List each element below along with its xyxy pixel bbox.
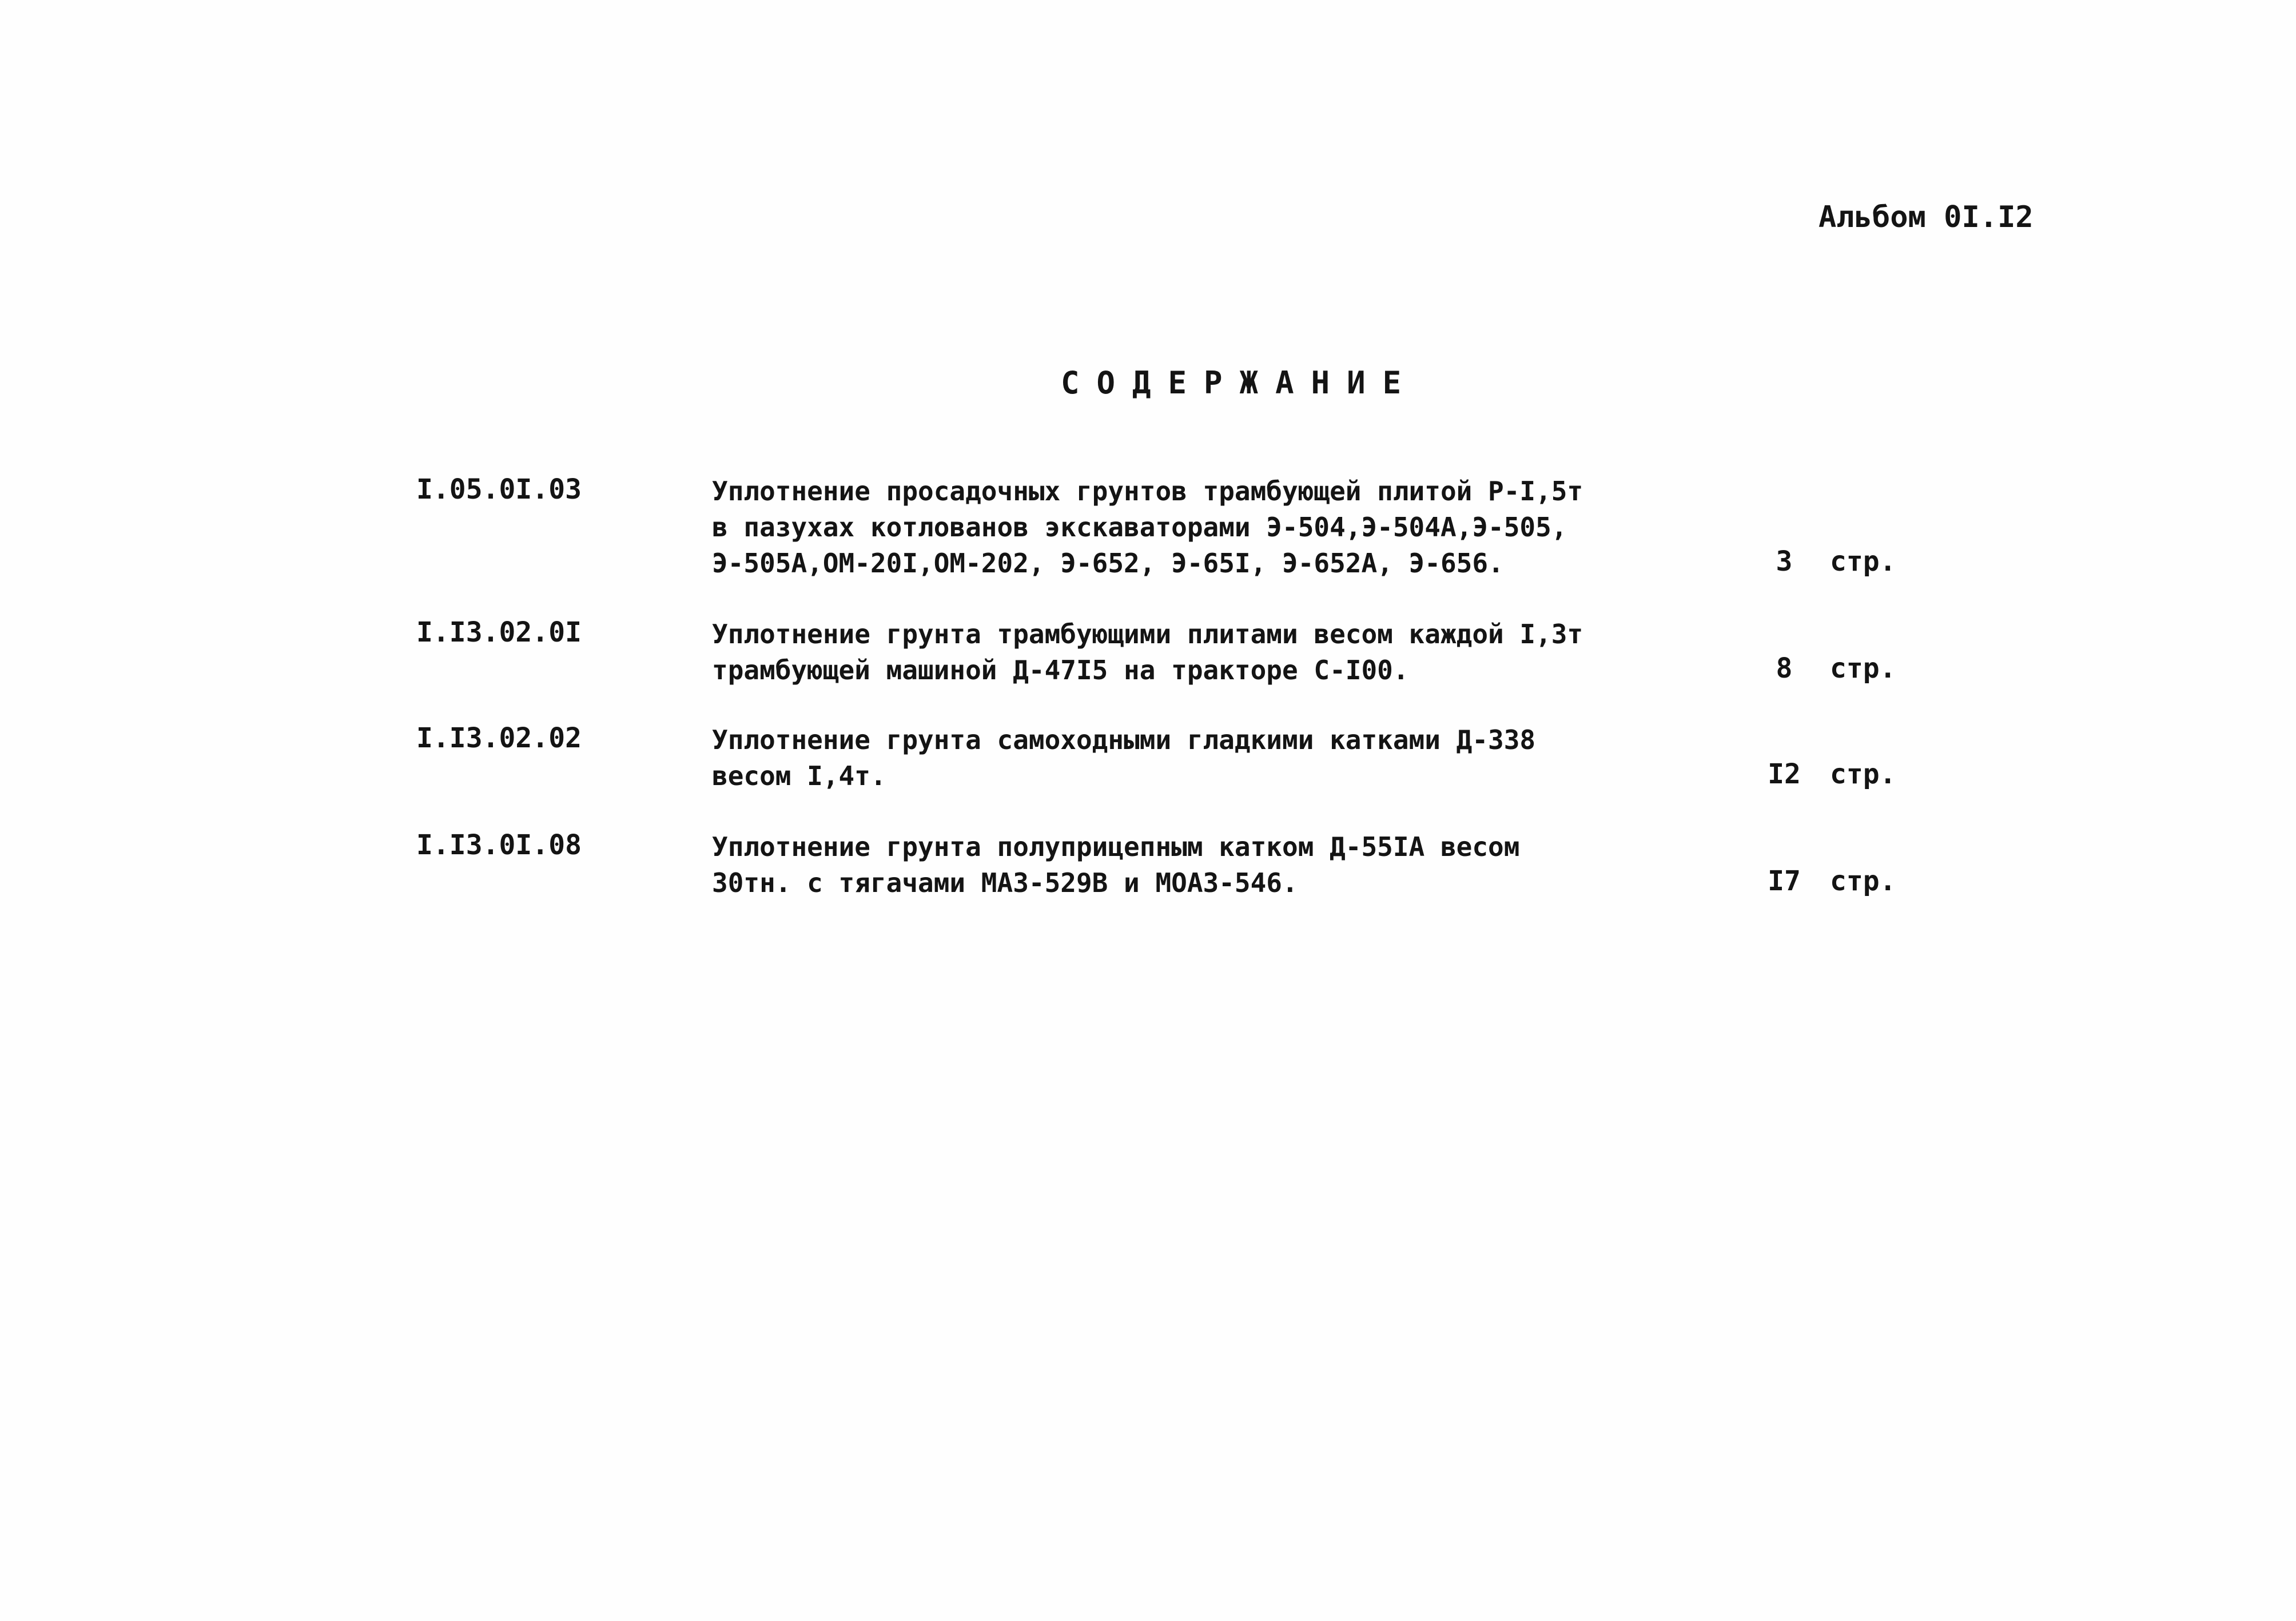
album-number: Альбом 0I.I2 [1819, 200, 2034, 234]
description-line: весом I,4т. [712, 760, 886, 791]
page-number: I2 [1768, 758, 1801, 790]
entry-code: I.I3.02.0I [416, 616, 582, 648]
entry-code: I.I3.0I.08 [416, 829, 582, 861]
entry-description [712, 473, 1583, 582]
description-line: трамбующей машиной Д-47I5 на тракторе С-I00. [712, 655, 1409, 686]
description-line: Уплотнение грунта трамбующими плитами весом каждой I,3т [712, 619, 1583, 650]
page-number: 8 [1776, 652, 1793, 684]
page-unit: стр. [1830, 758, 1896, 790]
description-line: Уплотнение просадочных грунтов трамбующей плитой Р-I,5т [712, 476, 1583, 507]
entry-description [712, 829, 1519, 901]
description-line: 30тн. с тягачами МАЗ-529В и МОАЗ-546. [712, 867, 1298, 898]
description-line: Уплотнение грунта самоходными гладкими катками Д-338 [712, 724, 1536, 755]
entry-description [712, 722, 1535, 794]
description-line: Э-505А,ОМ-20I,ОМ-202, Э-652, Э-65I, Э-652А, Э-656. [712, 548, 1504, 579]
entry-code: I.I3.02.02 [416, 722, 582, 754]
page-number: I7 [1768, 865, 1801, 897]
entry-description [712, 616, 1583, 688]
page-unit: стр. [1830, 545, 1896, 577]
entry-code: I.05.0I.03 [416, 473, 582, 505]
description-line: в пазухах котлованов экскаваторами Э-504,Э-504А,Э-505, [712, 512, 1567, 543]
page-title: СОДЕРЖАНИЕ [1061, 365, 1419, 401]
description-line: Уплотнение грунта полуприцепным катком Д-55IА весом [712, 831, 1520, 862]
page-number: 3 [1776, 545, 1793, 577]
page-unit: стр. [1830, 652, 1896, 684]
page-unit: стр. [1830, 865, 1896, 897]
